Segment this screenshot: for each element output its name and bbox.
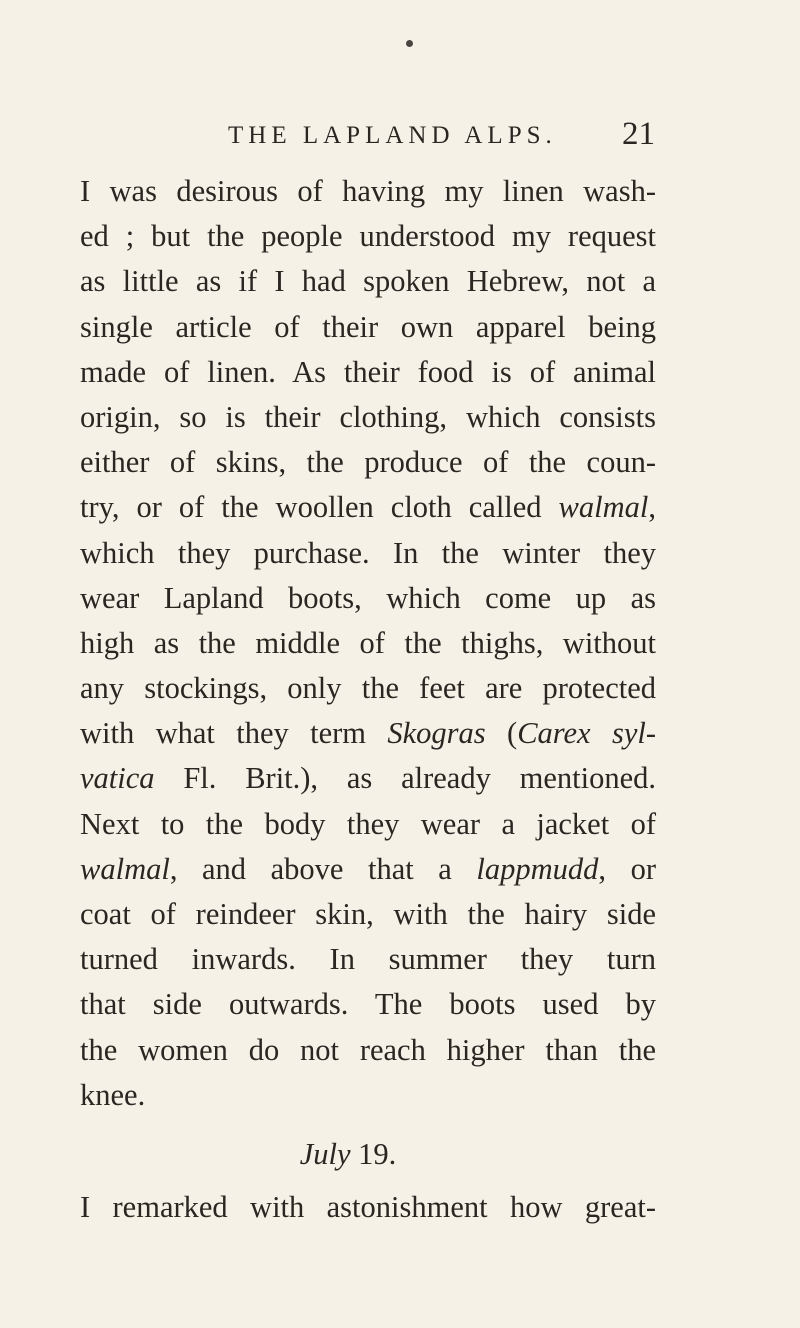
text-line xyxy=(80,711,656,756)
text-line xyxy=(80,621,656,666)
text-run: , xyxy=(648,490,656,525)
text-line xyxy=(80,395,656,440)
text-run: as little as if I had spoken Hebrew, not a xyxy=(80,264,656,299)
body-text xyxy=(80,169,656,1230)
text-line xyxy=(80,1028,656,1073)
text-run: , and above that a xyxy=(169,851,477,886)
text-line xyxy=(80,1185,656,1230)
italic-run: July xyxy=(299,1136,351,1171)
text-line xyxy=(80,756,656,801)
text-run: made of linen. As their food is of animal xyxy=(80,354,656,389)
italic-run: Skogras xyxy=(387,716,486,751)
text-run: , or xyxy=(598,851,656,886)
running-head: THE LAPLAND ALPS. xyxy=(228,122,557,149)
text-line xyxy=(80,937,656,982)
text-line xyxy=(80,169,656,214)
text-run: wear Lapland boots, which come up as xyxy=(80,580,656,615)
text-run: which they purchase. In the winter they xyxy=(80,535,656,570)
text-run: I was desirous of having my linen wash- xyxy=(80,174,656,208)
text-run: ed ; but the people understood my request xyxy=(80,219,656,254)
date-heading xyxy=(80,1118,656,1185)
text-line xyxy=(80,305,656,350)
text-line xyxy=(80,1073,656,1118)
italic-run: walmal xyxy=(80,851,170,886)
text-line xyxy=(80,485,656,530)
text-run: with what they term xyxy=(80,716,388,751)
text-run: origin, so is their clothing, which consists xyxy=(80,399,656,434)
text-run: try, or of the woollen cloth called xyxy=(80,490,559,525)
text-run: 19. xyxy=(350,1136,397,1171)
text-run: single article of their own apparel being xyxy=(80,309,656,344)
text-run: I remarked with astonishment how great- xyxy=(80,1190,656,1225)
text-run: coat of reindeer skin, with the hairy side xyxy=(80,897,656,931)
text-run: any stockings, only the feet are protected xyxy=(80,671,656,706)
italic-run: walmal xyxy=(558,490,649,525)
text-line xyxy=(80,214,656,259)
text-line xyxy=(80,531,656,576)
text-line xyxy=(80,892,656,937)
text-line xyxy=(80,440,656,485)
italic-run: lappmudd xyxy=(476,851,599,886)
text-line xyxy=(80,802,656,847)
ink-speck xyxy=(406,40,413,47)
text-run: turned inwards. In summer they turn xyxy=(80,942,656,977)
text-run: that side outwards. The boots used by xyxy=(80,987,656,1022)
text-line xyxy=(80,259,656,304)
text-run: knee. xyxy=(80,1077,146,1112)
italic-run: Carex syl- xyxy=(517,716,656,751)
text-line xyxy=(80,982,656,1027)
text-run: ( xyxy=(485,716,518,751)
text-run: either of skins, the produce of the coun- xyxy=(80,445,656,480)
page-header xyxy=(228,116,655,156)
text-run: high as the middle of the thighs, without xyxy=(80,625,656,660)
text-run: the women do not reach higher than the xyxy=(80,1032,656,1067)
page-number: 21 xyxy=(622,116,655,152)
text-line xyxy=(80,666,656,711)
text-line xyxy=(80,847,656,892)
text-run: Next to the body they wear a jacket of xyxy=(80,806,656,841)
text-run: Fl. Brit.), as already mentioned. xyxy=(154,761,656,796)
text-line xyxy=(80,576,656,621)
italic-run: vatica xyxy=(80,761,155,796)
text-line xyxy=(80,350,656,395)
